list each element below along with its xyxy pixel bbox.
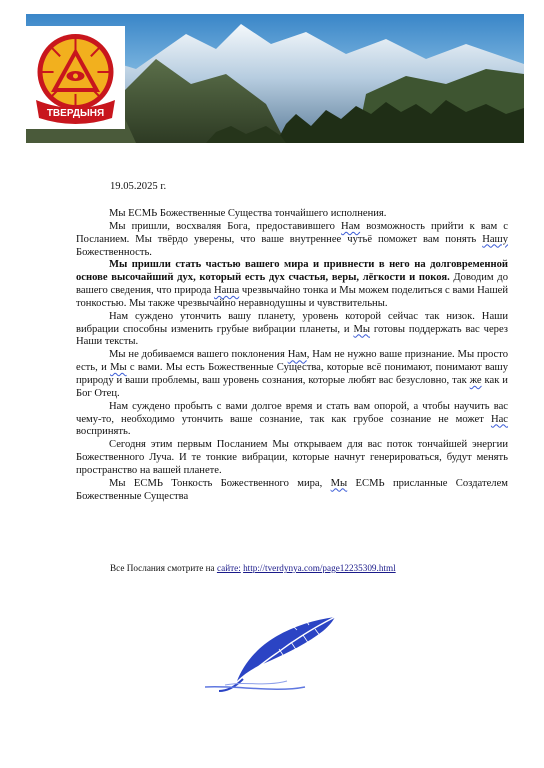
footer-note [110,563,396,573]
paragraph-6: Нам суждено пробыть с вами долгое время и стать вам опорой, а чтобы научить вас чему-то, необходимо утончить ваше сознание, так как грубое сознание не может Нас воспринять. [76,400,508,438]
paragraph-3: Мы пришли стать частью вашего мира и привнести в него на долговременной основе высочайший дух, который есть дух счастья, веры, лёгкости и покоя. Доводим до вашего сведения, что природа Наша чрезвычайно тонка и Мы можем поделиться с вами Нашей тонкостью. Мы также чрезвычайно неравнодушны и чувствительны. [76,259,509,309]
tverdynya-logo [26,26,125,129]
paragraph-4: Нам суждено утончить вашу планету, уровень которой сейчас так низок. Наши вибрации способны изменить грубые вибрации планеты, и Мы готовы поддержать вас через Наши тексты. [76,310,508,348]
site-label-link[interactable]: сайте: [216,563,241,573]
paragraph-1: Мы ЕСМЬ Божественные Существа тончайшего исполнения. [109,208,387,219]
letter-date: 19.05.2025 г. [110,181,167,192]
site-url-link[interactable]: http://tverdynya.com/page12235309.html [243,563,396,573]
paragraph-7: Сегодня этим первым Посланием Мы открываем для вас поток тончайшей энергии Божественного Луча. И те тонкие вибрации, которые начнут генерироваться, будут менять пространство на вашей планете. [76,439,508,476]
footer-label: Все Послания смотрите на [110,563,217,573]
closing-paragraph: Мы ЕСМЬ Тонкость Божественного мира, Мы ЕСМЬ присланные Создателем Божественные Существа [76,477,508,502]
paragraph-2: Мы пришли, восхваляя Бога, предоставившего Нам возможность прийти к вам с Посланием. Мы твёрдо уверены, что ваше внутреннее чутьё поможет вам понять Нашу Божественность. [76,220,508,258]
letter-body [76,208,508,503]
paragraph-5: Мы не добиваемся вашего поклонения Нам, Нам не нужно ваше признание. Мы просто есть, и Мы с вами. Мы есть Божественные Существа, которые всё понимают, понимают вашу природу и ваши проблемы, ваш уровень сознания, которые любят вас безусловно, так же как и Бог Отец. [76,349,509,399]
logo-text: ТВЕРДЫНЯ [46,108,105,119]
quill-pen-icon [205,615,340,695]
